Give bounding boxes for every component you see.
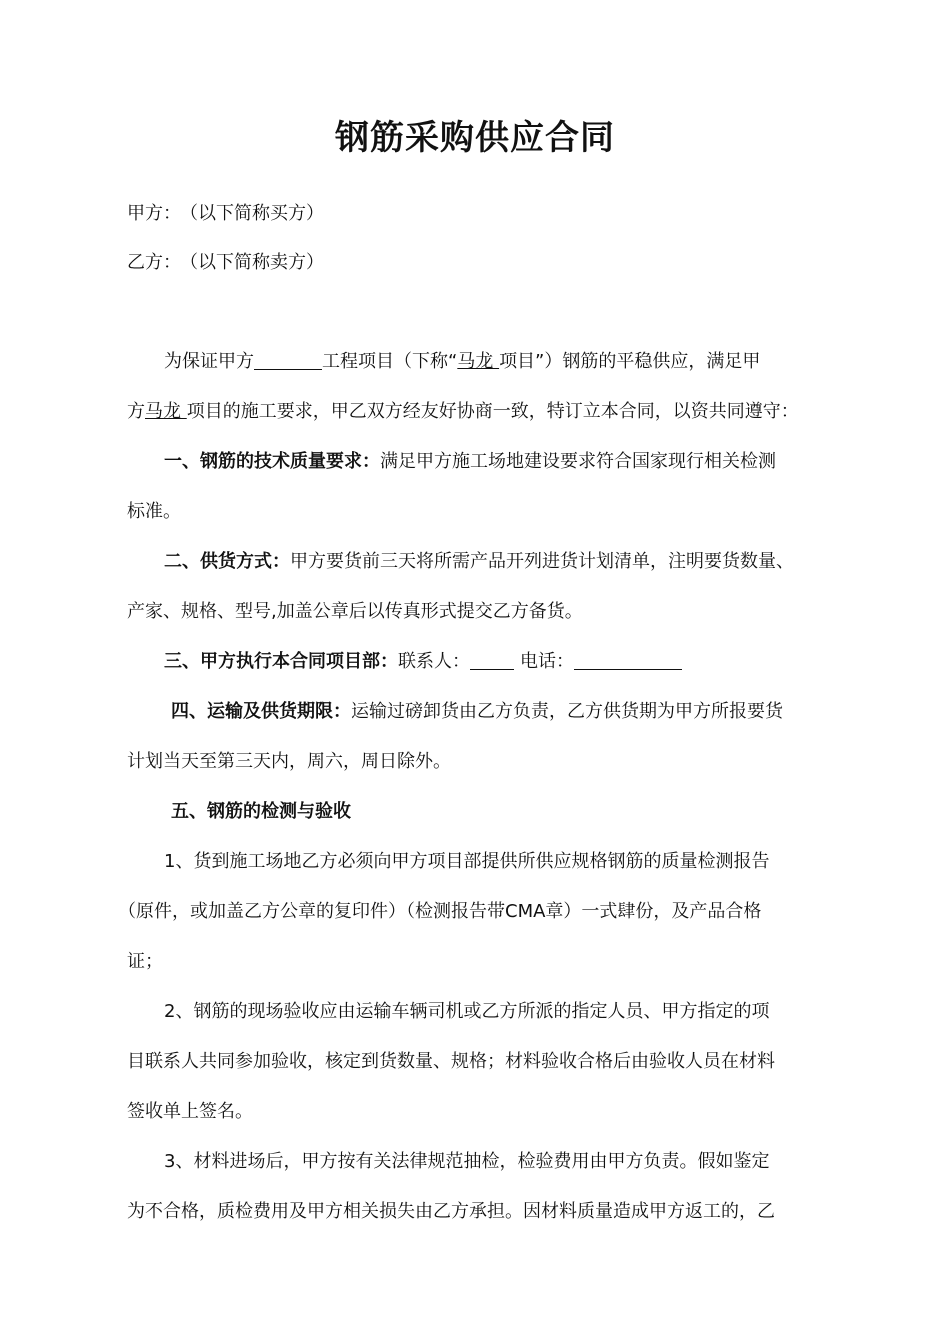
section-2-text: 甲方要货前三天将所需产品开列进货计划清单，注明要货数量、 bbox=[290, 551, 794, 572]
intro-line-2 bbox=[127, 397, 847, 427]
section-5-item-3-line-1: 3、材料进场后，甲方按有关法律规范抽检，检验费用由甲方负责。假如鉴定 bbox=[164, 1151, 770, 1172]
intro-text: 工程项目（下称“ bbox=[322, 351, 458, 372]
section-5-item-3-line-2: 为不合格，质检费用及甲方相关损失由乙方承担。因材料质量造成甲方返工的，乙 bbox=[127, 1201, 775, 1222]
intro-text: 为保证甲方 bbox=[164, 351, 254, 372]
section-2-line-2: 产家、规格、型号,加盖公章后以传真形式提交乙方备货。 bbox=[127, 601, 583, 622]
party-b-note: （以下简称卖方） bbox=[189, 252, 324, 273]
party-a-note: （以下简称买方） bbox=[189, 203, 324, 224]
section-4-text: 运输过磅卸货由乙方负责，乙方供货期为甲方所报要货 bbox=[351, 701, 783, 722]
party-a-label: 甲方： bbox=[127, 203, 181, 224]
contact-label: 联系人： bbox=[398, 651, 470, 672]
project-name: 马龙 bbox=[145, 401, 187, 422]
party-a-line bbox=[127, 199, 847, 229]
section-3-heading: 三、甲方执行本合同项目部： bbox=[164, 651, 398, 672]
section-4-heading: 四、运输及供货期限： bbox=[171, 701, 351, 722]
intro-text: 方 bbox=[127, 401, 145, 422]
section-5-item-1-line-1: 1、货到施工场地乙方必须向甲方项目部提供所供应规格钢筋的质量检测报告 bbox=[164, 851, 770, 872]
party-b-label: 乙方： bbox=[127, 252, 181, 273]
section-5-item-2-line-3: 签收单上签名。 bbox=[127, 1101, 253, 1122]
section-1-line-2: 标准。 bbox=[127, 501, 181, 522]
section-1-heading: 一、钢筋的技术质量要求： bbox=[164, 451, 380, 472]
section-5-item-1-line-3: 证； bbox=[127, 951, 163, 972]
section-1-text: 满足甲方施工场地建设要求符合国家现行相关检测 bbox=[380, 451, 776, 472]
intro-text: 项目”）钢筋的平稳供应，满足甲 bbox=[499, 351, 761, 372]
contact-blank bbox=[470, 649, 514, 670]
section-1-line-1 bbox=[164, 447, 884, 477]
phone-label: 电话： bbox=[520, 651, 574, 672]
section-5-item-2-line-1: 2、钢筋的现场验收应由运输车辆司机或乙方所派的指定人员、甲方指定的项 bbox=[164, 1001, 770, 1022]
document-title: 钢筋采购供应合同 bbox=[335, 118, 615, 158]
intro-line-1 bbox=[164, 347, 884, 377]
project-name: 马龙 bbox=[457, 351, 500, 372]
section-4-line-1 bbox=[171, 697, 891, 727]
section-4-line-2: 计划当天至第三天内，周六，周日除外。 bbox=[127, 751, 451, 772]
intro-text: 项目的施工要求，甲乙双方经友好协商一致，特订立本合同，以资共同遵守： bbox=[186, 401, 799, 422]
section-5-heading: 五、钢筋的检测与验收 bbox=[171, 801, 351, 822]
project-name-blank bbox=[254, 349, 322, 370]
section-5-item-2-line-2: 目联系人共同参加验收，核定到货数量、规格；材料验收合格后由验收人员在材料 bbox=[127, 1051, 775, 1072]
section-3-line-1 bbox=[164, 647, 884, 677]
section-5-item-1-line-2: （原件，或加盖乙方公章的复印件）（检测报告带CMA章）一式肆份，及产品合格 bbox=[118, 901, 762, 922]
phone-blank bbox=[574, 649, 682, 670]
section-2-line-1 bbox=[164, 547, 884, 577]
party-b-line bbox=[127, 248, 847, 278]
section-2-heading: 二、供货方式： bbox=[164, 551, 290, 572]
